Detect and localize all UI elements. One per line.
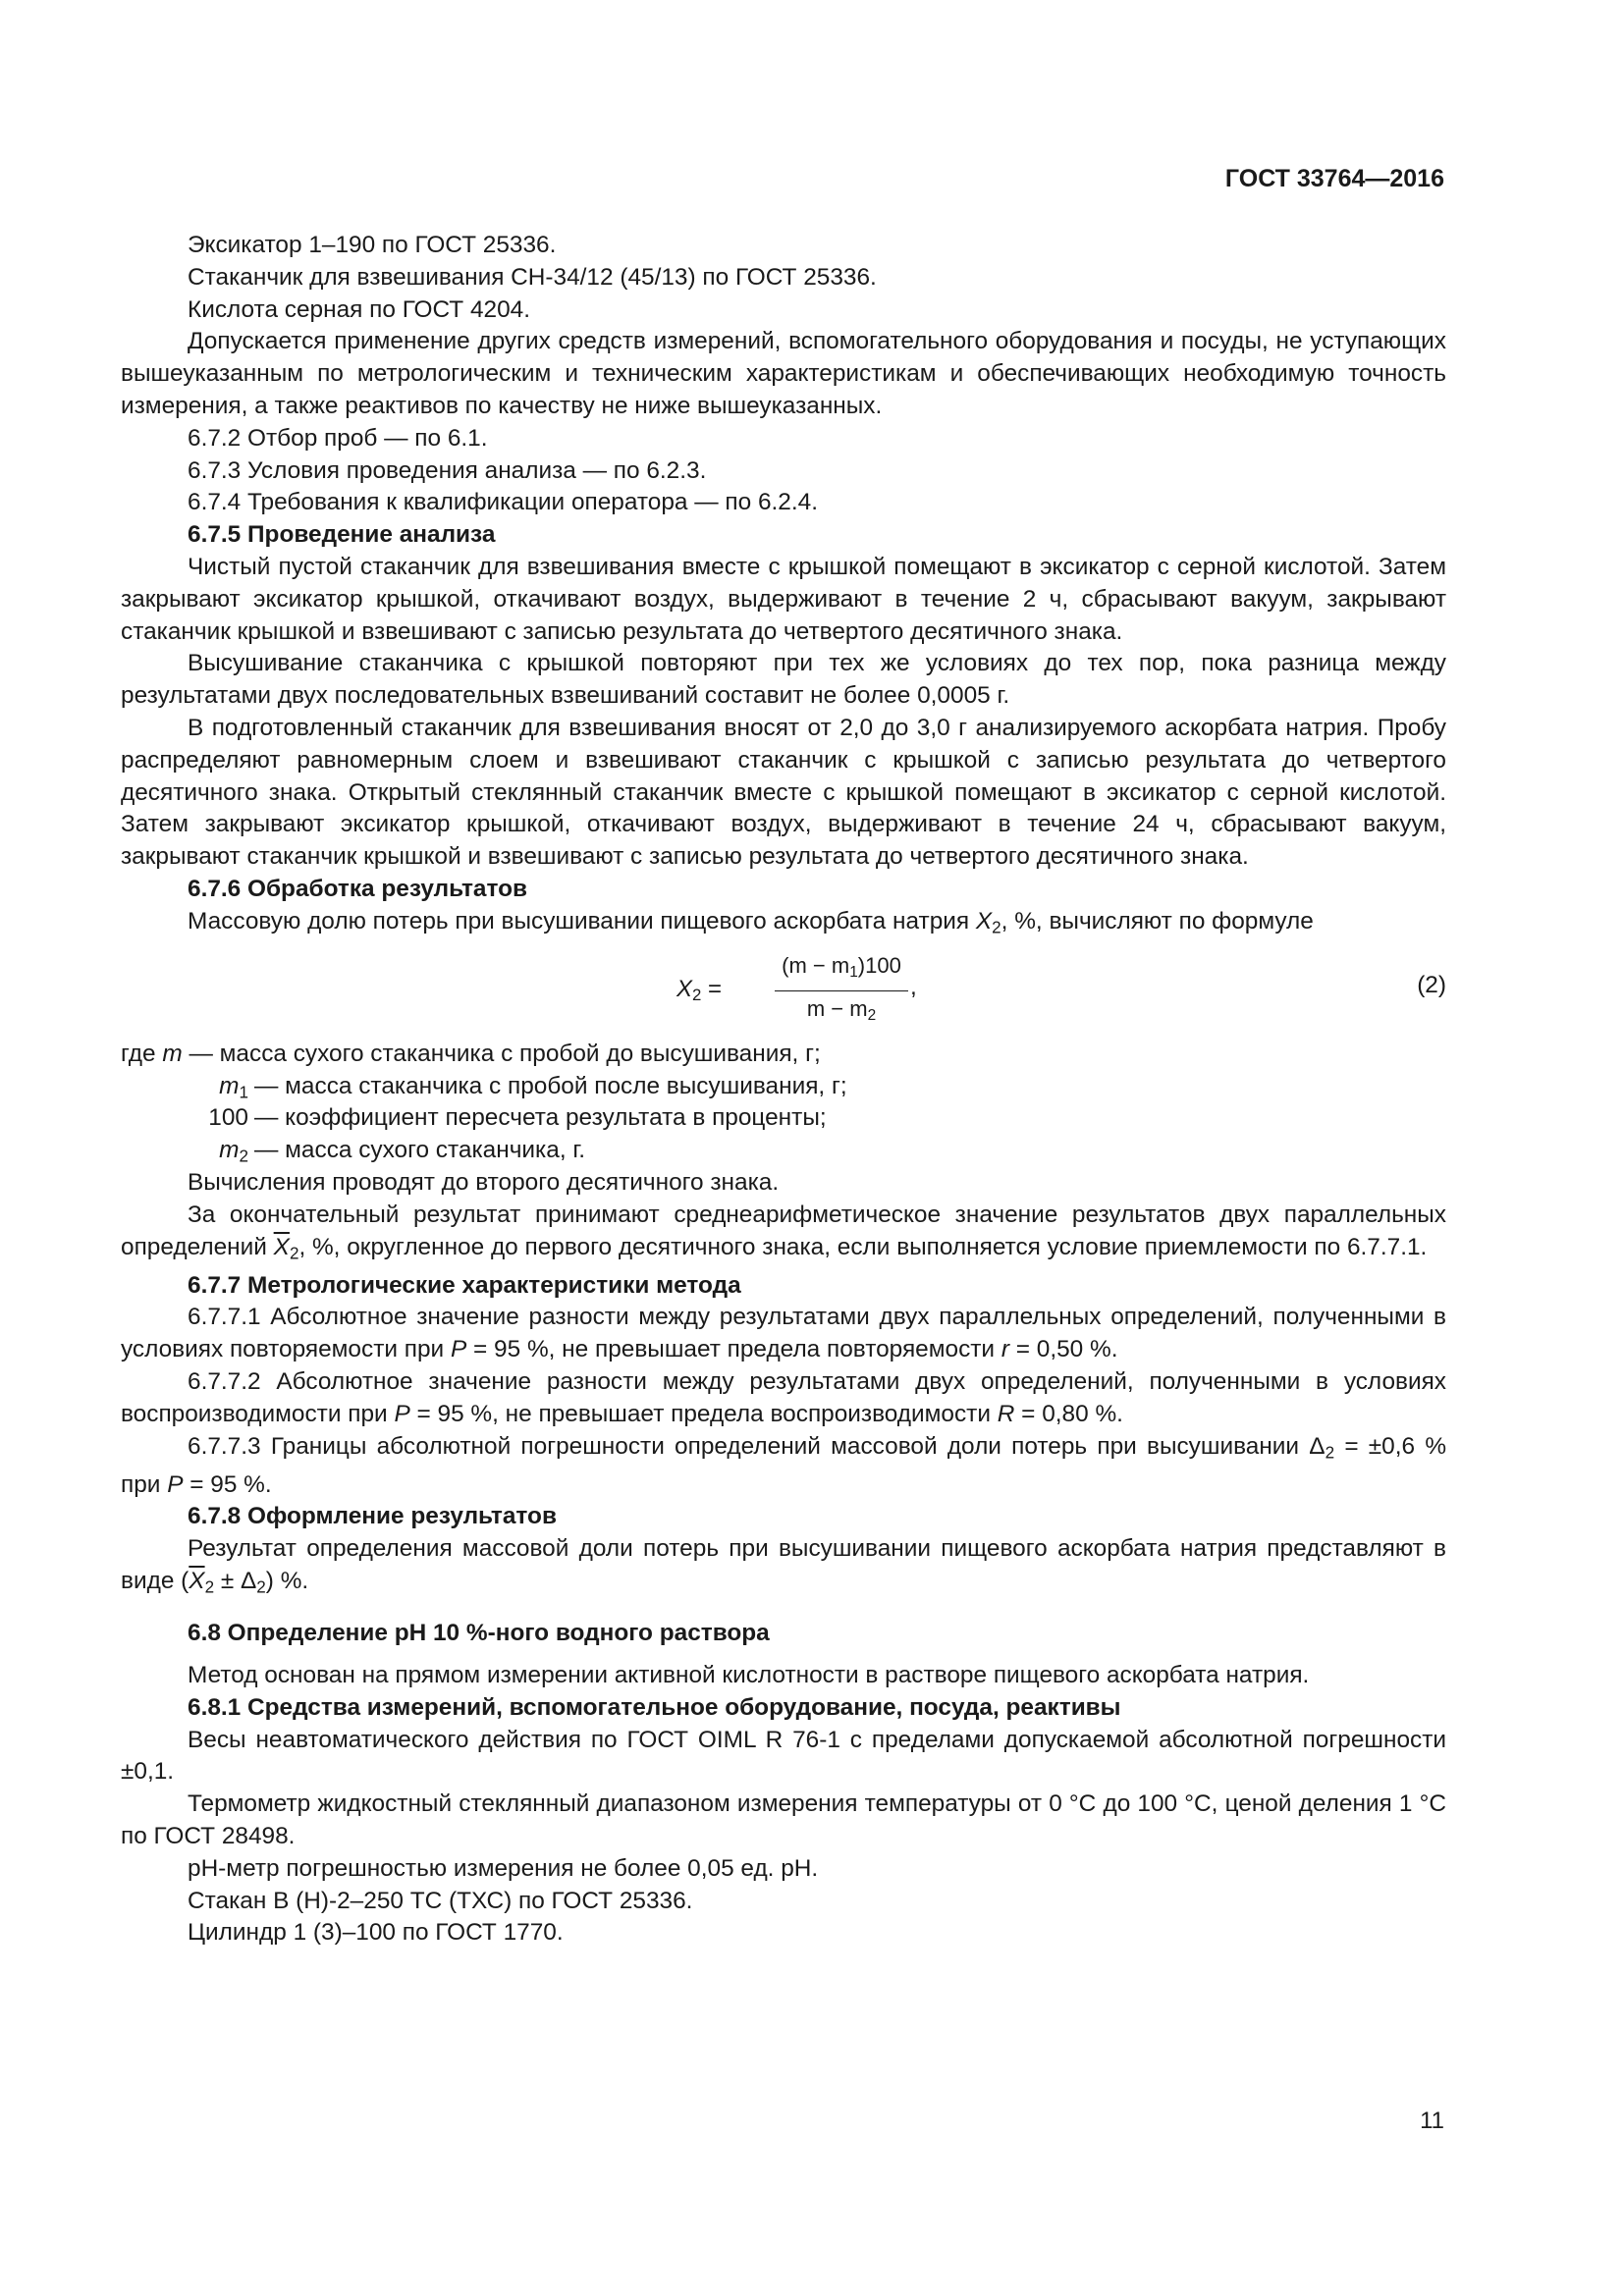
clause: 6.7.7.3 Границы абсолютной погрешности определений массовой доли потерь при высушивании $\Delta_2 = \pm 0,6$ % при P = 95 %. (121, 1432, 1447, 1498)
paragraph: За окончательный результат принимают среднеарифметическое значение результатов двух параллельных определений $\overline{X}_2$, %, округленное до первого десятичного знака, если выполняется условие приемлемости по 6.7.7.1. (121, 1201, 1446, 1262)
clause: 6.7.4 Требования к квалификации оператора — по 6.2.4. (188, 489, 818, 516)
paragraph: Допускается применение других средств измерений, вспомогательного оборудования и посуды, не уступающих вышеуказанным по метрологическим и техническим характеристикам и обеспечивающих необходимую точность измерения, а также реактивов по качеству не ниже вышеуказанных. (121, 328, 1446, 419)
paragraph: Весы неавтоматического действия по ГОСТ OIML R 76-1 с пределами допускаемой абсолютной погрешности ±0,1. (121, 1726, 1446, 1786)
formula-fraction (775, 950, 908, 1033)
clause: 6.7.3 Условия проведения анализа — по 6.2.3. (188, 456, 707, 484)
document-header: ГОСТ 33764—2016 (1224, 165, 1444, 192)
legend-row: $m_1$ — масса стаканчика с пробой после высушивания, г; (219, 1072, 847, 1101)
paragraph: Кислота серная по ГОСТ 4204. (188, 295, 531, 323)
section-heading: 6.7.6 Обработка результатов (188, 875, 527, 902)
legend-row: где m — масса сухого стаканчика с пробой до высушивания, г; (121, 1040, 821, 1067)
formula-numerator: $(m - m_1)100$ (775, 950, 908, 992)
paragraph: Цилиндр 1 (3)–100 по ГОСТ 1770. (188, 1919, 564, 1947)
paragraph: Метод основан на прямом измерении активной кислотности в растворе пищевого аскорбата натрия. (188, 1661, 1310, 1688)
formula-2 (121, 950, 1446, 1033)
variable-legend (121, 1039, 1446, 1167)
formula-number: (2) (1417, 971, 1446, 998)
paragraph: pH-метр погрешностью измерения не более 0,05 ед. pH. (188, 1854, 819, 1882)
paragraph: Чистый пустой стаканчик для взвешивания вместе с крышкой помещают в эксикатор с серной кислотой. Затем закрывают эксикатор крышкой, откачивают воздух, выдерживают в течение 2 ч, сбрасывают вакуум, закрывают стаканчик крышкой и взвешивают с записью результата до четвертого десятичного знака. (121, 553, 1446, 645)
legend-row: $m_2$ — масса сухого стаканчика, г. (219, 1137, 586, 1166)
paragraph: Результат определения массовой доли потерь при высушивании пищевого аскорбата натрия представляют в виде $(\overline{X}_2 \pm \Delta_2)$ %. (121, 1535, 1446, 1597)
paragraph: Эксикатор 1–190 по ГОСТ 25336. (188, 232, 557, 258)
section-heading: 6.7.5 Проведение анализа (188, 521, 496, 549)
section-heading: 6.8 Определение pH 10 %-ного водного раствора (188, 1620, 770, 1647)
formula-lhs: $X_2$ = (676, 975, 723, 1004)
section-heading: 6.7.8 Оформление результатов (188, 1503, 557, 1530)
paragraph: Стакан В (Н)-2–250 ТС (ТХС) по ГОСТ 25336. (188, 1887, 693, 1914)
page-body (121, 230, 1446, 1949)
clause: 6.7.2 Отбор проб — по 6.1. (188, 424, 488, 452)
page-number: 11 (1420, 2108, 1444, 2134)
clause: 6.7.7.1 Абсолютное значение разности между результатами двух параллельных определений, полученными в условиях повторяемости при P = 95 %, не превышает предела повторяемости r = 0,50 %. (121, 1304, 1446, 1363)
formula-comma: , (910, 973, 917, 1000)
formula-denominator: $m - m_2$ (806, 996, 877, 1025)
paragraph: Массовую долю потерь при высушивании пищевого аскорбата натрия $X_2$, %, вычисляют по формуле (188, 907, 1314, 936)
paragraph: Термометр жидкостный стеклянный диапазоном измерения температуры от 0 °С до 100 °С, ценой деления 1 °С по ГОСТ 28498. (121, 1790, 1446, 1849)
paragraph: В подготовленный стаканчик для взвешивания вносят от 2,0 до 3,0 г анализируемого аскорбата натрия. Пробу распределяют равномерным слоем и взвешивают стаканчик с крышкой с записью результата до четвертого десятичного знака. Открытый стеклянный стаканчик вместе с крышкой помещают в эксикатор с серной кислотой. Затем закрывают эксикатор крышкой, откачивают воздух, выдерживают в течение 24 ч, сбрасывают вакуум, закрывают стаканчик крышкой и взвешивают с записью результата до четвертого десятичного знака. (121, 714, 1446, 871)
section-heading: 6.8.1 Средства измерений, вспомогательное оборудование, посуда, реактивы (188, 1693, 1121, 1721)
paragraph: Вычисления проводят до второго десятичного знака. (188, 1168, 780, 1196)
paragraph: Высушивание стаканчика с крышкой повторяют при тех же условиях до тех пор, пока разница между результатами двух последовательных взвешиваний составит не более 0,0005 г. (121, 650, 1446, 710)
paragraph: Стаканчик для взвешивания СН-34/12 (45/13) по ГОСТ 25336. (188, 263, 877, 291)
legend-row: 100 — коэффициент пересчета результата в проценты; (208, 1104, 827, 1132)
clause: 6.7.7.2 Абсолютное значение разности между результатами двух определений, полученными в условиях воспроизводимости при P = 95 %, не превышает предела воспроизводимости R = 0,80 %. (121, 1368, 1446, 1427)
section-heading: 6.7.7 Метрологические характеристики метода (188, 1271, 741, 1299)
